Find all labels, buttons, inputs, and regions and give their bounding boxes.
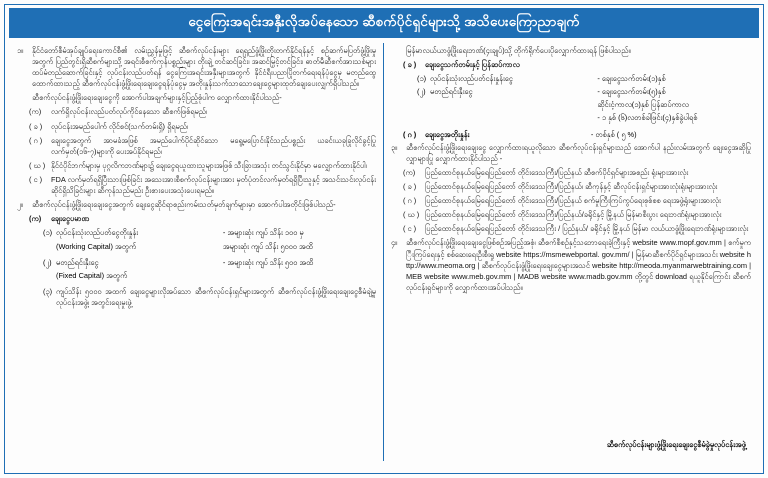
list-item-gha-text: နိုင်ငံပိုင်ဘက်များမှ ပုဂ္ဂလိကဘဏ်များ၌ ချေးငွေရယူထားသူများအဖြစ် သီးခြားအသုံး တင်သွင်းနိုင်မှာ မလျှောက်ထားနိုင်ပါ၊ bbox=[51, 160, 367, 170]
office-item-kha bbox=[403, 181, 751, 192]
term-row-2-spacer bbox=[417, 99, 430, 110]
paragraph-3-number: ၂။ bbox=[17, 200, 23, 210]
paragraph-5-number: ၄။ bbox=[391, 238, 398, 248]
office-item-ga-text: ပြည်ထောင်စုနယ်မြေရေပြည်တော် တိုင်းဒေသကြီး/ပြည်နယ် စက်မှုကြီးကြပ်ကွပ်ရေးစုစ်စစ ရေးအဖွဲ့ရုံးများအားလုံး bbox=[425, 196, 721, 206]
paragraph-5-text: ဆီစက်လုပ်ငန်းဖွံ့ဖြိုးရေးချေးငွေဖြစ်စဉ်အပြည့်အစုံ၊ ဆီစက်စီစဉ်နှင့်သဘောရေးခဲ့ကြီးနှင့် website www.mopf.gov.mm | စက်မှုကြီးကြပ်ရေးနှင့် စစ်ဆေးရေးဦးစီးရှု website https://msmewebportal. gov.mm/ | မြန်မာဆီစက်ပိုင်ရှင်များအသင်း website http://www.meoma.org | ဆီစက်လုပ်ငန်းဖွံ့ဖြိုးရေးချေးငွေများအသင် website http://meoda.myanmarwebtraining.com | MEB website www.meb.gov.mm | MADB website www.madb.gov.mm တို့တွင် download ရယူနိုင်ကြောင်း ဆီစက်လုပ်ငန်းရှင်များကို လျှောက်ထားအပ်ပါသည်။ bbox=[406, 238, 751, 292]
list-item-gha-marker: ( ဃ ) bbox=[29, 160, 46, 170]
list-item-kha bbox=[29, 121, 376, 132]
list-item-ka-marker: (က) bbox=[29, 107, 42, 117]
paragraph-2 bbox=[17, 92, 376, 103]
term-row-2-marker: (၂) bbox=[417, 87, 426, 97]
term-heading-marker: ( ခ ) bbox=[403, 59, 417, 69]
interest-value: - တစ်နှစ် ( ၅ %) bbox=[590, 129, 637, 139]
list-item-ga bbox=[29, 135, 376, 157]
loan-row-3 bbox=[43, 286, 376, 308]
list-item-kha-marker: ( ခ ) bbox=[29, 121, 43, 131]
term-row-1-label: လုပ်ငန်းသုံးလည်ပတ်ငန်းနှုန်းငွေ bbox=[430, 74, 513, 84]
loan-row-2-label2: (Fixed Capital) အတွက် bbox=[56, 270, 128, 280]
page-title: ငွေကြေးအရင်းအနှီးလိုအပ်နေသော ဆီစက်ပိုင်ရှင်များသို့ အသိပေးကြောညာချက် bbox=[9, 8, 759, 38]
loan-row-1-spacer bbox=[43, 241, 56, 252]
loan-row-1-value2: အများဆုံး ကျပ် သိန်း ၅၀၀၀ အထိ bbox=[222, 241, 313, 251]
paragraph-3 bbox=[17, 199, 376, 210]
term-row-2-spacer-2 bbox=[417, 112, 430, 123]
loan-row-1 bbox=[43, 227, 376, 238]
term-row-2-value3: - ၁ နှစ် (၆)လတစ်ခါဖြင်း(၄)နှစ်ခွဲပါရစ် bbox=[597, 113, 698, 123]
paragraph-5 bbox=[391, 237, 751, 293]
office-item-kha-marker: ( ခ ) bbox=[403, 181, 417, 191]
office-item-gha bbox=[403, 209, 751, 220]
loan-row-2 bbox=[43, 257, 376, 268]
right-continuation-number bbox=[391, 45, 406, 56]
left-column bbox=[10, 43, 384, 461]
office-item-ka-text: ပြည်ထောင်စုနယ်မြေရေပြည်တော် တိုင်းဒေသကြီး/ပြည်နယ် ဆီစက်ပိုင်ရှင်များအစည်း ရုံးများအားလုံး bbox=[425, 167, 689, 177]
paragraph-4-number: ၃။ bbox=[391, 142, 398, 152]
office-item-kha-text: ပြည်ထောင်စုနယ်မြေရေပြည်တော် တိုင်းဒေသကြီး/ပြည်နယ်၊ ဆီကုန်နှင့် ဆီလုပ်ငန်းရှင်များအားလုံးရုံးများအားလုံး bbox=[425, 181, 718, 191]
term-row-1-marker: (၁) bbox=[417, 74, 427, 84]
loan-row-2-value: - အများဆုံး ကျပ် သိန်း ၅၀၀ အထိ bbox=[222, 257, 314, 267]
interest-marker: ( ဂ ) bbox=[403, 129, 417, 139]
office-item-nga-marker: ( င ) bbox=[403, 224, 417, 234]
right-continuation-text: မြန်မာလယ်ယာဖွံ့ဖြိုးရေးဘဏ်(၄းချုပ်)သို့ တိုက်ရိုက်ပေးပိုလျှောက်ထားရန် ဖြစ်ပါသည်။ bbox=[406, 45, 631, 55]
list-item-ga-marker: ( ဂ ) bbox=[29, 135, 43, 145]
paragraph-4 bbox=[391, 142, 751, 164]
paragraph-2-text: ဆီစက်လုပ်ငန်းဖွံ့ဖြိုးရေးချေးငွေကို အောက်ပါအချက်များနှင့်ပြည့်စုံပါက လျှောက်ထားနိုင်ပါသည်- bbox=[32, 93, 282, 103]
loan-amount-heading bbox=[29, 213, 376, 224]
office-item-gha-text: ပြည်ထောင်စုနယ်မြေရေပြည်တော် တိုင်းဒေသကြီး/ပြည်နယ်/ခရိုင်နှင့် မြို့နယ် မြန်မာစီးပွား ရေးဘဏ်ရုံးများအားလုံး bbox=[425, 210, 722, 220]
term-heading bbox=[403, 59, 751, 70]
paragraph-2-number bbox=[17, 92, 32, 103]
office-item-ka-marker: (က) bbox=[403, 167, 416, 177]
term-row-2-value2: ဆိုင်းငံ့ကာလ(၁)နှစ် ပြန်ဆပ်ကာလ bbox=[597, 100, 689, 110]
list-item-ka bbox=[29, 106, 376, 117]
term-row-2-label: မတည်ရင်းနှီးငွေ bbox=[430, 87, 473, 97]
office-item-gha-marker: ( ဃ ) bbox=[403, 210, 420, 220]
term-row-1 bbox=[417, 73, 751, 84]
list-item-ga-text: ချေးငွေအတွက် အာမခံအဖြစ် အမည်ပေါက်ပိုင်ဆိုင်သော မရွေ့မပြောင်းနိုင်သည်ပစ္စည်း ယခင်းယခုခြုလိုင်ခွင့်ပြုလက်မှတ်(၁၆-၇)များကို ပေးအပ်နိုင်ရမည်၊ bbox=[51, 135, 376, 156]
signature-block: ဆီစက်လုပ်ငန်းများဖွံ့ဖြိုးရေးချေးငွေစီမံခွဲမှုလုပ်ငန်းအဖွဲ့ bbox=[606, 439, 746, 449]
loan-row-2-value2 bbox=[223, 270, 376, 281]
loan-row-1-label2: (Working Capital) အတွက် bbox=[56, 241, 137, 251]
loan-row-1-value: - အများဆုံး ကျပ် သိန်း ၁၀၀ မှ bbox=[222, 228, 304, 238]
right-continuation bbox=[391, 45, 751, 56]
office-item-nga-text: ပြည်ထောင်စုနယ်မြေရေပြည်တော် တိုင်းဒေသကြီး / ပြည်နယ်/ ခရိုင်နှင့် မြို့နယ် မြန်မာ လယ်ယာဖွံ့ဖြိုးရေးဘဏ်ရုံးများအားလုံး bbox=[425, 224, 749, 234]
term-row-2-cont2 bbox=[417, 112, 751, 123]
term-row-1-value: - ချေးငွေသက်တမ်း(၁)နှစ် bbox=[597, 74, 666, 84]
list-item-nga-text: FDA လက်မှတ်ရရှိပြီးသားဖြစ်ခြင်း အသေးအားစီစက်လုပ်ငန်းများအား မှတ်ပုံတင်လက်မှတ်ရရှိပြီးသူနှင့် အသင်းသင်းလုပ်ငန်းဆိုင်ရှိသိခြင်းများ ဆီကုန်သည်မည်း ဦးစားပေးအသုံးပေးရမည်။ bbox=[51, 174, 376, 196]
loan-row-1-label: လုပ်ငန်းသုံးလည်ပတ်ငွေတိုးနှုန်း bbox=[56, 228, 139, 238]
office-item-ga bbox=[403, 195, 751, 206]
loan-amount-marker: (က) bbox=[29, 214, 42, 224]
paragraph-1 bbox=[17, 45, 376, 89]
loan-row-2-spacer bbox=[43, 270, 56, 281]
list-item-nga bbox=[29, 174, 376, 196]
term-row-2 bbox=[417, 86, 751, 97]
office-item-ga-marker: ( ဂ ) bbox=[403, 196, 417, 206]
loan-row-3-marker: (၃) bbox=[43, 286, 53, 296]
office-item-ka bbox=[403, 167, 751, 178]
interest-label: ချေးငွေအတိုးနှုန်း bbox=[425, 129, 470, 139]
loan-row-1-cont bbox=[43, 241, 376, 252]
list-item-kha-text: လုပ်ငန်းအမည်ပေါက် လိုင်စင်(သက်တမ်းရှိ) ရှိရမည်၊ bbox=[51, 121, 189, 131]
loan-row-1-marker: (၁) bbox=[43, 228, 53, 238]
paragraph-4-text: ဆီစက်လုပ်ငန်းဖွံ့ဖြိုးရေးချေးငွေ လျှောက်ထားရယူလိုသော ဆီစက်လုပ်ငန်းရှင်များသည် အောက်ပါ နည်းလမ်းအတွက် ချေးငွေအဆိုပြုလျှာများပြု လျှောက်ထားနိုင်ပါသည် - bbox=[406, 142, 751, 163]
paragraph-1-text: နိုင်ငံတော်စီမံအုပ်ချုပ်ရေးကောင်စီ၏ လမ်းညွှန်မှုဖြင့် ဆီစက်လုပ်ငန်းများ ရေရှည်ဖွံ့ဖြိုးတိုးတက်နိုင်ရန်နှင့် စဉ်ဆက်မပြတ်ဖွံ့ဖြိုးမှုအတွက် ပြည်တွင်းရှိဆီစက်များသို့ အရင်းစီစက်ကုန်ပစ္စည်းများ တိုးချဲ့ တင်ဆင်ခြင်း၊ အဆင်မြှင့်တင်ခြင်း၊ ဓာတ်မီဆီစက်အားသစ်များ ထပ်မံတည်ဆောက်ခြင်းနှင့် လုပ်ငန်းလည်ပတ်ရန် ငွေကြေးအရင်းအနှီးများအတွက် နိုင်ငံရီးပညာပြိုတက်ရေးရန်ပုံငွေမှ မတည်ထွေထောက်ထားသည့် ဆီစက်လုပ်ငန်းဖွံ့ဖြိုးရေးချေးငွေရန်ပုံငွေမှ အတိုးနှုန်းသက်သာသောချေးငွေများထုတ်ချေးပေးလျှက်ရှိပါသည်။ bbox=[32, 45, 376, 89]
loan-row-3-text: ကျပ်သိန်း ၅၀၀၀ အထက် ချေးငွေများလိုအပ်သော ဆီစက်လုပ်ငန်းရှင်များအတွက် ဆီစက်လုပ်ငန်းဖွံ့ဖြိုးရေးချေးငွေစီမံချဲ့မှုလုပ်ငန်းအဖွဲ့၊ အတွင်းရေးမှုးဖွဲ့ bbox=[56, 286, 376, 307]
list-item-ka-text: လက်ရှိလုပ်ငန်းလည်ပတ်လုပ်ကိုင်နေသော ဆီစက်ဖြစ်ရမည်၊ bbox=[51, 107, 208, 117]
paragraph-1-number: ၁။ bbox=[17, 45, 24, 55]
loan-row-2-marker: (၂) bbox=[43, 257, 52, 267]
paragraph-3-text: ဆီစက်လုပ်ငန်းဖွံ့ဖြိုးရေးချေးငွေအတွက် ချေးငွေဆိုင်ရာစည်းကမ်းသတ်မှတ်ချက်များမှာ အောက်ပါအတိုင်းဖြစ်ပါသည်- bbox=[32, 200, 336, 210]
term-heading-label: ချေးငွေသက်တမ်းနှင့် ပြန်ဆပ်ကာလ bbox=[425, 59, 520, 69]
loan-row-2-label: မတည်ရင်းနှီးငွေ bbox=[56, 257, 99, 267]
list-item-gha bbox=[29, 160, 376, 171]
term-row-2-value: - ချေးငွေသက်တမ်း(၅)နှစ် bbox=[597, 87, 666, 97]
list-item-nga-marker: ( င ) bbox=[29, 174, 43, 184]
loan-amount-label: ချေးငွေပမာဏ bbox=[51, 214, 89, 224]
two-column-body bbox=[10, 43, 758, 461]
right-column bbox=[384, 43, 758, 461]
office-item-nga bbox=[403, 223, 751, 234]
term-row-2-cont1 bbox=[417, 99, 751, 110]
interest-row bbox=[403, 129, 751, 140]
loan-row-2-cont bbox=[43, 270, 376, 281]
